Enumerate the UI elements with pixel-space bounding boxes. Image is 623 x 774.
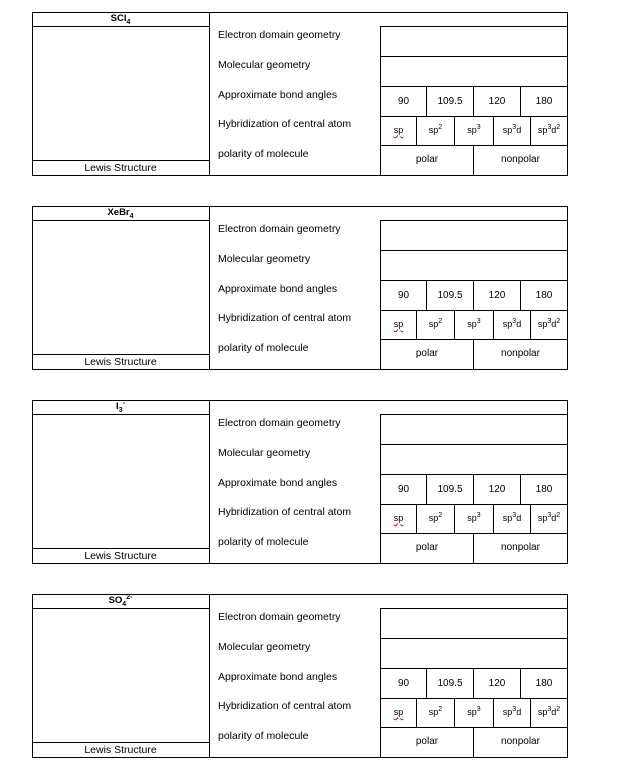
table-rule bbox=[32, 742, 209, 743]
hyb-base: sp bbox=[502, 707, 513, 717]
formula-base: SO bbox=[108, 595, 123, 606]
table-rule bbox=[380, 310, 568, 311]
hyb-sup: 3 bbox=[547, 318, 552, 325]
label-polarity: polarity of molecule bbox=[218, 730, 309, 742]
formula-superscript: - bbox=[122, 399, 125, 407]
table-rule bbox=[32, 175, 568, 176]
hyb-base: sp bbox=[428, 319, 439, 329]
hyb-tail: d bbox=[551, 125, 557, 135]
answer-electron-domain-geometry[interactable] bbox=[381, 221, 567, 250]
molecule-table bbox=[32, 400, 568, 564]
angle-option[interactable]: 120 bbox=[488, 290, 506, 301]
table-rule bbox=[380, 339, 568, 340]
hyb-sup: 2 bbox=[438, 318, 443, 325]
answer-electron-domain-geometry[interactable] bbox=[381, 415, 567, 444]
hyb-base: sp bbox=[428, 513, 439, 523]
angle-option[interactable]: 109.5 bbox=[437, 678, 463, 689]
hyb-sup: 3 bbox=[547, 706, 552, 713]
lewis-structure-label: Lewis Structure bbox=[84, 356, 157, 368]
label-hybridization: Hybridization of central atom bbox=[218, 506, 352, 518]
label-polarity: polarity of molecule bbox=[218, 148, 309, 160]
hybridization-option[interactable] bbox=[381, 124, 416, 136]
angle-option[interactable]: 109.5 bbox=[437, 290, 463, 301]
label-polarity: polarity of molecule bbox=[218, 536, 309, 548]
label-molecular-geometry: Molecular geometry bbox=[218, 59, 311, 71]
polarity-option[interactable]: nonpolar bbox=[501, 736, 540, 747]
lewis-structure-label: Lewis Structure bbox=[84, 162, 157, 174]
label-hybridization: Hybridization of central atom bbox=[218, 118, 352, 130]
table-rule bbox=[380, 145, 568, 146]
hyb-tail: d bbox=[516, 125, 522, 135]
hyb-tail: d bbox=[516, 513, 522, 523]
polarity-option[interactable]: nonpolar bbox=[501, 542, 540, 553]
angle-option[interactable]: 90 bbox=[397, 290, 410, 301]
angle-option[interactable]: 90 bbox=[397, 96, 410, 107]
hyb-base: sp bbox=[428, 707, 439, 717]
molecule-formula bbox=[32, 13, 209, 25]
table-rule bbox=[567, 594, 568, 758]
hyb-base: sp bbox=[393, 513, 404, 523]
molecule-formula bbox=[32, 401, 209, 413]
table-rule bbox=[380, 533, 568, 534]
hybridization-option[interactable] bbox=[494, 124, 530, 136]
hyb-sup: 2 bbox=[438, 124, 443, 131]
lewis-structure-area[interactable] bbox=[33, 27, 209, 160]
hybridization-option[interactable] bbox=[455, 318, 493, 330]
hyb-sup: 3 bbox=[547, 124, 552, 131]
hyb-sup: 3 bbox=[512, 706, 517, 713]
formula-subscript: 4 bbox=[129, 212, 134, 220]
table-rule bbox=[380, 698, 568, 699]
hyb-base: sp bbox=[537, 707, 548, 717]
hybridization-option[interactable] bbox=[417, 124, 454, 136]
hyb-tail: d bbox=[551, 707, 557, 717]
table-rule bbox=[380, 727, 568, 728]
hyb-sup: 3 bbox=[547, 512, 552, 519]
hyb-base: sp bbox=[393, 319, 404, 329]
table-rule bbox=[380, 280, 568, 281]
angle-option[interactable]: 180 bbox=[535, 678, 553, 689]
table-rule bbox=[380, 668, 568, 669]
answer-molecular-geometry[interactable] bbox=[381, 251, 567, 280]
hybridization-option[interactable] bbox=[417, 318, 454, 330]
hyb-sup: 2 bbox=[438, 706, 443, 713]
hyb-tail: d bbox=[516, 707, 522, 717]
hyb-base: sp bbox=[467, 513, 477, 523]
table-rule bbox=[380, 86, 568, 87]
molecule-table bbox=[32, 12, 568, 176]
hybridization-option[interactable] bbox=[455, 512, 493, 524]
hyb-base: sp bbox=[467, 319, 477, 329]
hybridization-option[interactable] bbox=[494, 512, 530, 524]
table-rule bbox=[209, 12, 210, 176]
label-electron-domain-geometry: Electron domain geometry bbox=[218, 223, 341, 235]
table-rule bbox=[32, 757, 568, 758]
hyb-base: sp bbox=[393, 125, 404, 135]
hyb-sup: 2 bbox=[438, 512, 443, 519]
hyb-sup2: 2 bbox=[556, 318, 561, 325]
hyb-base: sp bbox=[467, 707, 477, 717]
label-molecular-geometry: Molecular geometry bbox=[218, 641, 311, 653]
lewis-structure-area[interactable] bbox=[33, 609, 209, 742]
hyb-base: sp bbox=[393, 707, 404, 717]
answer-molecular-geometry[interactable] bbox=[381, 639, 567, 668]
hyb-sup: 3 bbox=[476, 706, 481, 713]
hyb-base: sp bbox=[537, 319, 548, 329]
table-rule bbox=[380, 116, 568, 117]
label-bond-angles: Approximate bond angles bbox=[218, 671, 338, 683]
label-hybridization: Hybridization of central atom bbox=[218, 700, 352, 712]
table-rule bbox=[209, 594, 210, 758]
formula-superscript: 2- bbox=[126, 593, 133, 601]
angle-option[interactable]: 180 bbox=[535, 484, 553, 495]
table-rule bbox=[32, 369, 568, 370]
table-rule bbox=[32, 160, 209, 161]
angle-option[interactable]: 120 bbox=[488, 484, 506, 495]
hybridization-option[interactable] bbox=[381, 318, 416, 330]
hyb-base: sp bbox=[537, 125, 548, 135]
hyb-sup: 3 bbox=[476, 512, 481, 519]
polarity-option[interactable]: polar bbox=[415, 154, 439, 165]
label-molecular-geometry: Molecular geometry bbox=[218, 253, 311, 265]
hyb-tail: d bbox=[551, 513, 557, 523]
table-rule bbox=[32, 548, 209, 549]
formula-base: SCl bbox=[110, 13, 127, 24]
answer-electron-domain-geometry[interactable] bbox=[381, 27, 567, 56]
answer-molecular-geometry[interactable] bbox=[381, 445, 567, 474]
angle-option[interactable]: 120 bbox=[488, 96, 506, 107]
formula-subscript: 4 bbox=[126, 18, 131, 26]
hyb-sup: 3 bbox=[512, 318, 517, 325]
hyb-sup: 3 bbox=[512, 124, 517, 131]
angle-option[interactable]: 120 bbox=[488, 678, 506, 689]
hyb-sup2: 2 bbox=[556, 706, 561, 713]
table-rule bbox=[380, 504, 568, 505]
hyb-tail: d bbox=[516, 319, 522, 329]
label-hybridization: Hybridization of central atom bbox=[218, 312, 352, 324]
table-rule bbox=[209, 400, 210, 564]
formula-subscript: 3 bbox=[118, 406, 123, 414]
molecule-formula bbox=[32, 595, 209, 607]
hybridization-option[interactable] bbox=[494, 318, 530, 330]
hyb-sup2: 2 bbox=[556, 124, 561, 131]
formula-subscript: 4 bbox=[122, 600, 127, 608]
hybridization-option[interactable] bbox=[494, 706, 530, 718]
table-rule bbox=[32, 354, 209, 355]
table-rule bbox=[567, 400, 568, 564]
molecule-table bbox=[32, 594, 568, 758]
hyb-sup2: 2 bbox=[556, 512, 561, 519]
hyb-base: sp bbox=[467, 125, 477, 135]
angle-option[interactable]: 109.5 bbox=[437, 484, 463, 495]
hyb-base: sp bbox=[502, 513, 513, 523]
hybridization-option[interactable] bbox=[531, 706, 567, 718]
angle-option[interactable]: 180 bbox=[535, 290, 553, 301]
hyb-tail: d bbox=[551, 319, 557, 329]
label-polarity: polarity of molecule bbox=[218, 342, 309, 354]
angle-option[interactable]: 180 bbox=[535, 96, 553, 107]
label-bond-angles: Approximate bond angles bbox=[218, 89, 338, 101]
lewis-structure-label: Lewis Structure bbox=[84, 550, 157, 562]
formula-base: XeBr bbox=[107, 207, 130, 218]
angle-option[interactable]: 90 bbox=[397, 678, 410, 689]
lewis-structure-label: Lewis Structure bbox=[84, 744, 157, 756]
polarity-option[interactable]: nonpolar bbox=[501, 154, 540, 165]
polarity-option[interactable]: polar bbox=[415, 348, 439, 359]
molecule-table bbox=[32, 206, 568, 370]
hybridization-option[interactable] bbox=[531, 124, 567, 136]
hyb-sup: 3 bbox=[476, 124, 481, 131]
angle-option[interactable]: 109.5 bbox=[437, 96, 463, 107]
hybridization-option[interactable] bbox=[455, 706, 493, 718]
label-bond-angles: Approximate bond angles bbox=[218, 477, 338, 489]
answer-electron-domain-geometry[interactable] bbox=[381, 609, 567, 638]
answer-molecular-geometry[interactable] bbox=[381, 57, 567, 86]
molecule-formula bbox=[32, 207, 209, 219]
label-molecular-geometry: Molecular geometry bbox=[218, 447, 311, 459]
table-rule bbox=[567, 206, 568, 370]
hyb-base: sp bbox=[537, 513, 548, 523]
lewis-structure-area[interactable] bbox=[33, 221, 209, 354]
hyb-sup: 3 bbox=[476, 318, 481, 325]
hyb-base: sp bbox=[428, 125, 439, 135]
hyb-sup: 3 bbox=[512, 512, 517, 519]
hybridization-option[interactable] bbox=[417, 512, 454, 524]
angle-option[interactable]: 90 bbox=[397, 484, 410, 495]
label-electron-domain-geometry: Electron domain geometry bbox=[218, 29, 341, 41]
hyb-base: sp bbox=[502, 125, 513, 135]
hybridization-option[interactable] bbox=[531, 318, 567, 330]
label-bond-angles: Approximate bond angles bbox=[218, 283, 338, 295]
label-electron-domain-geometry: Electron domain geometry bbox=[218, 611, 341, 623]
hybridization-option[interactable] bbox=[381, 706, 416, 718]
hyb-base: sp bbox=[502, 319, 513, 329]
table-rule bbox=[380, 474, 568, 475]
label-electron-domain-geometry: Electron domain geometry bbox=[218, 417, 341, 429]
polarity-option[interactable]: nonpolar bbox=[501, 348, 540, 359]
table-rule bbox=[209, 206, 210, 370]
table-rule bbox=[567, 12, 568, 176]
lewis-structure-area[interactable] bbox=[33, 415, 209, 548]
hybridization-option[interactable] bbox=[417, 706, 454, 718]
polarity-option[interactable]: polar bbox=[415, 736, 439, 747]
table-rule bbox=[32, 563, 568, 564]
hybridization-option[interactable] bbox=[381, 512, 416, 524]
formula-base: I bbox=[116, 401, 119, 412]
hybridization-option[interactable] bbox=[455, 124, 493, 136]
hybridization-option[interactable] bbox=[531, 512, 567, 524]
polarity-option[interactable]: polar bbox=[415, 542, 439, 553]
